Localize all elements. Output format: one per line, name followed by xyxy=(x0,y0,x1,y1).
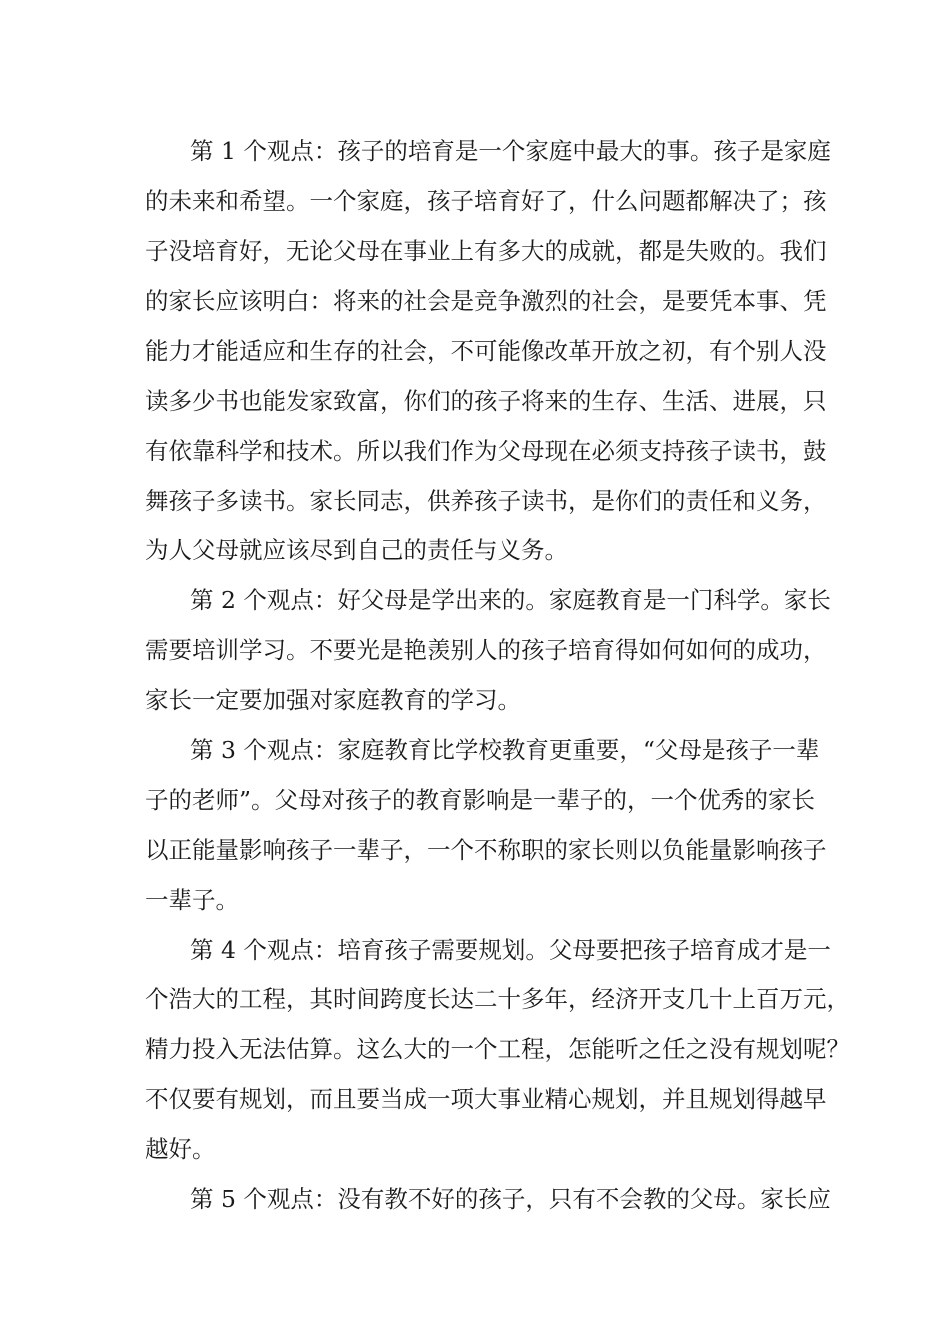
paragraph-4-line-3: 精力投入无法估算。这么大的一个工程，怎能听之任之没有规划呢？ xyxy=(145,1035,850,1063)
paragraph-1-line-2: 的未来和希望。一个家庭，孩子培育好了，什么问题都解决了；孩 xyxy=(145,187,827,215)
paragraph-3-line-4: 一辈子。 xyxy=(145,886,239,914)
paragraph-4-line-2: 个浩大的工程，其时间跨度长达二十多年，经济开支几十上百万元， xyxy=(145,985,850,1013)
paragraph-4-line-4: 不仅要有规划，而且要当成一项大事业精心规划，并且规划得越早 xyxy=(145,1085,827,1113)
paragraph-3-line-1: 第 3 个观点：家庭教育比学校教育更重要，“父母是孩子一辈 xyxy=(190,736,820,764)
paragraph-1-line-9: 为人父母就应该尽到自己的责任与义务。 xyxy=(145,536,568,564)
paragraph-1-line-1: 第 1 个观点：孩子的培育是一个家庭中最大的事。孩子是家庭 xyxy=(190,137,831,165)
paragraph-2-line-2: 需要培训学习。不要光是艳羡别人的孩子培育得如何如何的成功， xyxy=(145,636,827,664)
paragraph-1-line-4: 的家长应该明白：将来的社会是竞争激烈的社会，是要凭本事、凭 xyxy=(145,287,827,315)
paragraph-1-line-7: 有依靠科学和技术。所以我们作为父母现在必须支持孩子读书，鼓 xyxy=(145,437,827,465)
paragraph-4-line-1: 第 4 个观点：培育孩子需要规划。父母要把孩子培育成才是一 xyxy=(190,936,831,964)
paragraph-3-line-2: 子的老师”。父母对孩子的教育影响是一辈子的，一个优秀的家长 xyxy=(145,786,816,814)
paragraph-3-line-3: 以正能量影响孩子一辈子，一个不称职的家长则以负能量影响孩子 xyxy=(145,836,827,864)
paragraph-1-line-3: 子没培育好，无论父母在事业上有多大的成就，都是失败的。我们 xyxy=(145,237,827,265)
paragraph-2-line-1: 第 2 个观点：好父母是学出来的。家庭教育是一门科学。家长 xyxy=(190,586,831,614)
paragraph-4-line-5: 越好。 xyxy=(145,1135,216,1163)
paragraph-5-line-1: 第 5 个观点：没有教不好的孩子，只有不会教的父母。家长应 xyxy=(190,1185,831,1213)
paragraph-1-line-5: 能力才能适应和生存的社会，不可能像改革开放之初，有个别人没 xyxy=(145,337,827,365)
paragraph-1-line-6: 读多少书也能发家致富，你们的孩子将来的生存、生活、进展，只 xyxy=(145,387,827,415)
paragraph-2-line-3: 家长一定要加强对家庭教育的学习。 xyxy=(145,686,521,714)
paragraph-1-line-8: 舞孩子多读书。家长同志，供养孩子读书，是你们的责任和义务， xyxy=(145,487,827,515)
